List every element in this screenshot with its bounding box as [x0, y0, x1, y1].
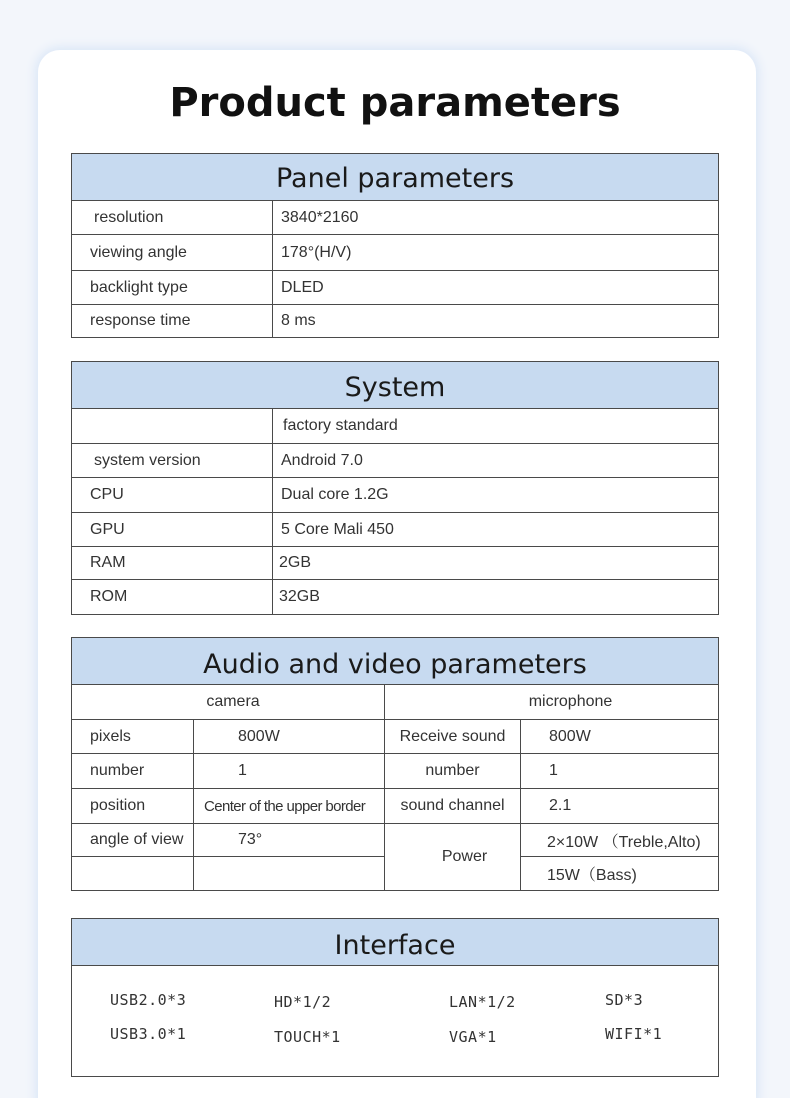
row-value: 2GB: [279, 554, 312, 571]
interface-item: HD*1/2: [274, 993, 332, 1011]
camera-value: Center of the upper border: [194, 789, 385, 824]
row-value: factory standard: [283, 417, 398, 434]
row-value: Android 7.0: [281, 451, 363, 469]
row-label: resolution: [72, 201, 273, 234]
row-value: 178°(H/V): [281, 243, 352, 261]
row-label: [72, 409, 273, 443]
row-value: 3840*2160: [281, 208, 359, 226]
table-row: [72, 305, 718, 337]
table-row: [72, 201, 718, 235]
row-label: ROM: [72, 580, 273, 614]
audio-video-grid: [72, 685, 718, 890]
audio-video-table: [71, 637, 719, 891]
camera-label: position: [72, 789, 194, 824]
camera-header: camera: [72, 685, 385, 720]
interface-item: SD*3: [605, 991, 644, 1009]
microphone-header: microphone: [385, 685, 718, 720]
microphone-value: 2.1: [521, 789, 718, 824]
row-value: 5 Core Mali 450: [281, 520, 394, 538]
camera-label: [72, 857, 194, 890]
power-label: Power: [385, 824, 521, 890]
system-table: [71, 361, 719, 615]
panel-parameters-table: [71, 153, 719, 338]
row-label: CPU: [72, 478, 273, 512]
interface-heading: Interface: [72, 919, 718, 966]
row-value: Dual core 1.2G: [281, 486, 389, 503]
microphone-value: 800W: [521, 720, 718, 754]
page-title: Product parameters: [169, 80, 621, 126]
camera-value: 800W: [194, 720, 385, 754]
interface-item: LAN*1/2: [449, 993, 516, 1011]
table-row: [72, 409, 718, 444]
interface-item: USB3.0*1: [110, 1025, 187, 1043]
table-row: [72, 444, 718, 478]
microphone-value: 1: [521, 754, 718, 789]
camera-label: number: [72, 754, 194, 789]
row-value: 32GB: [279, 588, 320, 605]
row-label: backlight type: [72, 271, 273, 304]
power-value: 2×10W （Treble,Alto): [521, 824, 718, 857]
table-row: [72, 513, 718, 547]
table-row: [72, 580, 718, 614]
interface-item: WIFI*1: [605, 1025, 663, 1043]
audio-video-heading: Audio and video parameters: [72, 638, 718, 685]
system-heading: System: [72, 362, 718, 409]
camera-value: [194, 857, 385, 890]
row-label: response time: [72, 305, 273, 337]
interface-item: USB2.0*3: [110, 991, 187, 1009]
row-label: GPU: [72, 513, 273, 546]
row-label: RAM: [72, 547, 273, 579]
row-label: viewing angle: [72, 235, 273, 270]
camera-value: 73°: [194, 824, 385, 857]
camera-value: 1: [194, 754, 385, 789]
table-row: [72, 235, 718, 271]
row-value: 8 ms: [281, 312, 316, 329]
interface-item: TOUCH*1: [274, 1028, 341, 1046]
microphone-label: number: [385, 754, 521, 789]
interface-list: [72, 966, 718, 1076]
interface-item: VGA*1: [449, 1028, 497, 1046]
table-row: [72, 547, 718, 580]
table-row: [72, 271, 718, 305]
camera-label: angle of view: [72, 824, 194, 857]
power-value: 15W（Bass): [547, 867, 637, 884]
panel-parameters-heading: Panel parameters: [72, 154, 718, 201]
interface-table: [71, 918, 719, 1077]
camera-label: pixels: [72, 720, 194, 754]
row-label: system version: [72, 444, 273, 477]
microphone-label: Receive sound: [385, 720, 521, 754]
table-row: [72, 478, 718, 513]
row-value: DLED: [281, 278, 324, 296]
microphone-label: sound channel: [385, 789, 521, 824]
